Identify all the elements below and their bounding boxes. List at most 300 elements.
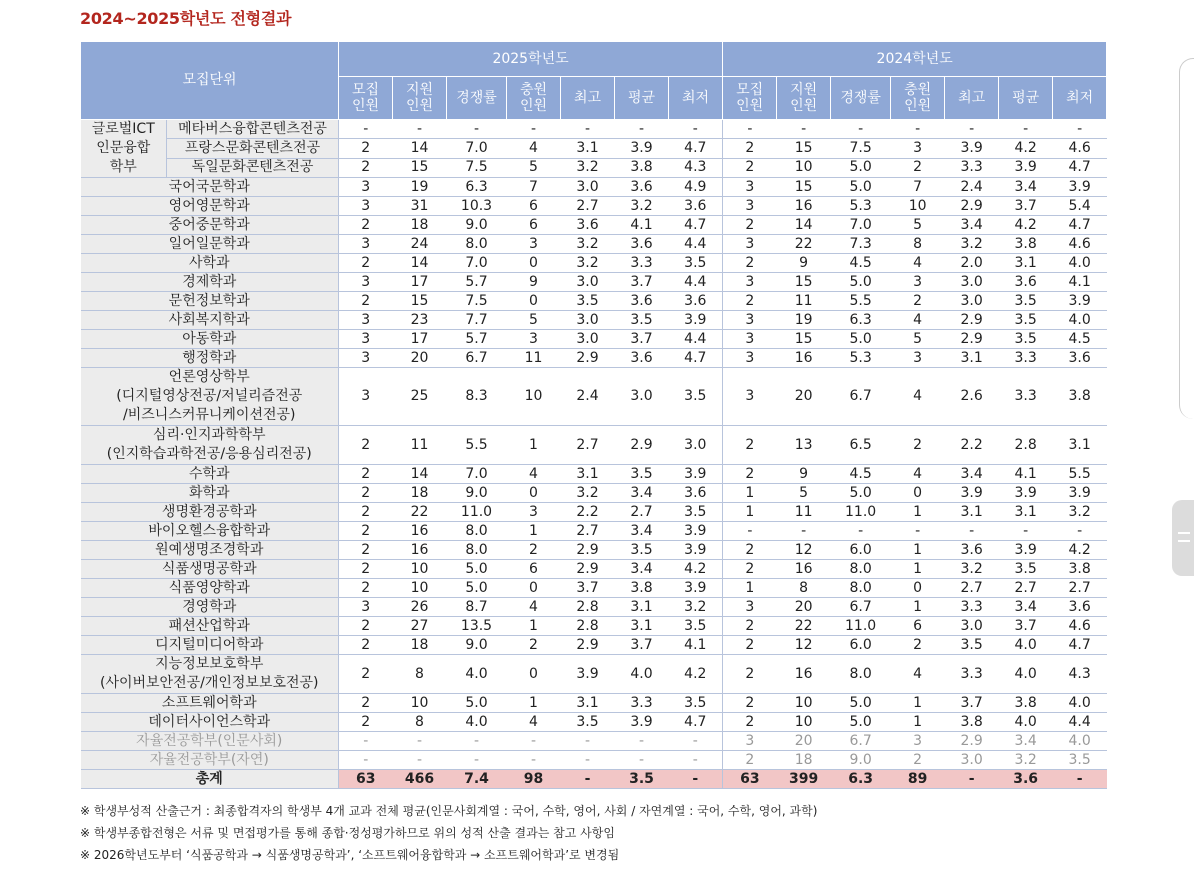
- value-cell-2025: 8: [393, 713, 447, 732]
- value-cell-2024: 3.3: [945, 158, 999, 177]
- value-cell-2024: 19: [777, 311, 831, 330]
- value-cell-2024: 1: [723, 503, 777, 522]
- value-cell-2024: 5.5: [1053, 465, 1107, 484]
- value-cell-2025: 2: [339, 579, 393, 598]
- value-cell-2025: 4.0: [615, 655, 669, 694]
- unit-header: 모집단위: [81, 42, 339, 120]
- column-header: 경쟁률: [447, 77, 507, 120]
- value-cell-2024: 2: [723, 636, 777, 655]
- value-cell-2024: 4.5: [1053, 330, 1107, 349]
- value-cell-2024: 3.7: [945, 694, 999, 713]
- value-cell-2025: 3.7: [615, 636, 669, 655]
- value-cell-2025: 3.1: [615, 617, 669, 636]
- value-cell-2024: 1: [891, 541, 945, 560]
- value-cell-2024: 4.0: [1053, 311, 1107, 330]
- value-cell-2024: 3.4: [999, 732, 1053, 751]
- table-row: [81, 273, 1107, 292]
- column-header: 모집 인원: [339, 77, 393, 120]
- value-cell-2024: 3.0: [945, 751, 999, 770]
- value-cell-2025: 6.7: [447, 349, 507, 368]
- value-cell-2024: 5: [777, 484, 831, 503]
- value-cell-2025: 7.4: [447, 770, 507, 789]
- value-cell-2025: 5.0: [447, 579, 507, 598]
- value-cell-2024: 15: [777, 330, 831, 349]
- value-cell-2025: 8.0: [447, 541, 507, 560]
- value-cell-2024: 7: [891, 178, 945, 197]
- value-cell-2024: 16: [777, 655, 831, 694]
- value-cell-2024: 4.7: [1053, 636, 1107, 655]
- table-row: [81, 216, 1107, 235]
- value-cell-2024: 11.0: [831, 503, 891, 522]
- value-cell-2025: 3.0: [561, 311, 615, 330]
- table-row: [81, 158, 1107, 177]
- value-cell-2025: 14: [393, 465, 447, 484]
- value-cell-2025: 2: [339, 158, 393, 177]
- value-cell-2024: 2: [891, 158, 945, 177]
- value-cell-2024: 3.9: [999, 484, 1053, 503]
- value-cell-2025: 3.1: [561, 139, 615, 158]
- value-cell-2025: 3.0: [669, 426, 723, 465]
- value-cell-2025: 10: [393, 579, 447, 598]
- value-cell-2025: 2: [339, 617, 393, 636]
- value-cell-2024: 3.1: [1053, 426, 1107, 465]
- value-cell-2025: -: [669, 120, 723, 139]
- value-cell-2024: 2.4: [945, 178, 999, 197]
- value-cell-2024: 3.1: [945, 503, 999, 522]
- value-cell-2025: 3.4: [615, 560, 669, 579]
- value-cell-2025: 3.5: [669, 368, 723, 426]
- column-header: 최저: [1053, 77, 1107, 120]
- value-cell-2024: 5: [891, 216, 945, 235]
- value-cell-2024: 4.2: [999, 216, 1053, 235]
- value-cell-2024: 3.6: [999, 770, 1053, 789]
- value-cell-2025: -: [669, 751, 723, 770]
- value-cell-2025: 4: [507, 465, 561, 484]
- value-cell-2024: 4.6: [1053, 139, 1107, 158]
- value-cell-2025: 4.0: [447, 655, 507, 694]
- value-cell-2024: 10: [777, 713, 831, 732]
- value-cell-2025: -: [561, 751, 615, 770]
- value-cell-2024: 2: [723, 216, 777, 235]
- value-cell-2025: 5.0: [447, 694, 507, 713]
- value-cell-2025: 27: [393, 617, 447, 636]
- group-label: 글로벌ICT 인문융합 학부: [81, 120, 167, 178]
- value-cell-2025: 3: [339, 368, 393, 426]
- value-cell-2025: 4.9: [669, 178, 723, 197]
- unit-name: 일어일문학과: [81, 235, 339, 254]
- value-cell-2025: 3.5: [669, 617, 723, 636]
- value-cell-2025: 10: [393, 694, 447, 713]
- value-cell-2024: 9: [777, 465, 831, 484]
- value-cell-2024: 5.5: [831, 292, 891, 311]
- unit-name: 디지털미디어학과: [81, 636, 339, 655]
- unit-name: 자율전공학부(자연): [81, 751, 339, 770]
- value-cell-2025: 3.2: [669, 598, 723, 617]
- value-cell-2025: 4.2: [669, 655, 723, 694]
- table-row: [81, 560, 1107, 579]
- value-cell-2025: 25: [393, 368, 447, 426]
- value-cell-2024: 3.8: [945, 713, 999, 732]
- value-cell-2024: 2: [723, 713, 777, 732]
- value-cell-2025: 3.9: [669, 579, 723, 598]
- value-cell-2024: 6.7: [831, 598, 891, 617]
- value-cell-2024: 4.1: [999, 465, 1053, 484]
- footnote: ※ 학생부종합전형은 서류 및 면접평가를 통해 종합·정성평가하므로 위의 성적 산출 결과는 참고 사항임: [80, 826, 615, 840]
- value-cell-2024: 4.0: [999, 636, 1053, 655]
- value-cell-2025: 9: [507, 273, 561, 292]
- value-cell-2024: -: [1053, 522, 1107, 541]
- value-cell-2025: 7.5: [447, 292, 507, 311]
- value-cell-2025: 3.0: [561, 273, 615, 292]
- value-cell-2025: 11: [507, 349, 561, 368]
- value-cell-2024: 4.6: [1053, 235, 1107, 254]
- unit-name: 지능정보보호학부 (사이버보안전공/개인정보보호전공): [81, 655, 339, 694]
- value-cell-2024: -: [831, 522, 891, 541]
- value-cell-2025: 3.8: [615, 579, 669, 598]
- value-cell-2025: 15: [393, 292, 447, 311]
- value-cell-2024: 10: [891, 197, 945, 216]
- value-cell-2024: 8.0: [831, 655, 891, 694]
- value-cell-2024: 3.5: [1053, 751, 1107, 770]
- value-cell-2024: 16: [777, 349, 831, 368]
- value-cell-2025: 3: [339, 311, 393, 330]
- value-cell-2024: 4.6: [1053, 617, 1107, 636]
- footnote: ※ 2026학년도부터 ‘식품공학과 → 식품생명공학과’, ‘소프트웨어융합학과 → 소프트웨어학과’로 변경됨: [80, 848, 620, 862]
- value-cell-2025: 3.6: [615, 235, 669, 254]
- value-cell-2025: 2: [339, 636, 393, 655]
- value-cell-2024: 3.1: [945, 349, 999, 368]
- value-cell-2025: 4.7: [669, 349, 723, 368]
- value-cell-2024: 11.0: [831, 617, 891, 636]
- unit-name: 사회복지학과: [81, 311, 339, 330]
- value-cell-2024: 6.5: [831, 426, 891, 465]
- unit-name: 바이오헬스융합학과: [81, 522, 339, 541]
- column-header: 충원 인원: [891, 77, 945, 120]
- value-cell-2025: 15: [393, 158, 447, 177]
- value-cell-2025: -: [393, 120, 447, 139]
- value-cell-2024: 2: [723, 254, 777, 273]
- unit-name: 아동학과: [81, 330, 339, 349]
- value-cell-2025: 6: [507, 560, 561, 579]
- value-cell-2024: 2.2: [945, 426, 999, 465]
- year-2025-header: 2025학년도: [339, 42, 723, 77]
- value-cell-2024: -: [723, 120, 777, 139]
- table-row: [81, 598, 1107, 617]
- value-cell-2025: 3: [339, 235, 393, 254]
- value-cell-2025: 3.4: [615, 484, 669, 503]
- value-cell-2024: 4.2: [1053, 541, 1107, 560]
- table-row: [81, 197, 1107, 216]
- value-cell-2024: -: [999, 120, 1053, 139]
- value-cell-2025: 2.7: [615, 503, 669, 522]
- value-cell-2025: 9.0: [447, 636, 507, 655]
- value-cell-2024: 4: [891, 254, 945, 273]
- value-cell-2025: 2: [339, 254, 393, 273]
- value-cell-2024: 2.9: [945, 311, 999, 330]
- table-row: [81, 311, 1107, 330]
- value-cell-2024: 2: [891, 426, 945, 465]
- value-cell-2024: 5.3: [831, 197, 891, 216]
- value-cell-2025: -: [615, 751, 669, 770]
- value-cell-2024: 6.3: [831, 311, 891, 330]
- value-cell-2024: 3: [723, 311, 777, 330]
- value-cell-2025: 4: [507, 713, 561, 732]
- value-cell-2025: 3.5: [615, 465, 669, 484]
- value-cell-2025: 3.9: [561, 655, 615, 694]
- value-cell-2025: 3.5: [615, 770, 669, 789]
- value-cell-2025: 22: [393, 503, 447, 522]
- value-cell-2025: 3.0: [561, 330, 615, 349]
- value-cell-2025: 6.3: [447, 178, 507, 197]
- value-cell-2025: -: [669, 732, 723, 751]
- footnotes: [80, 800, 817, 866]
- value-cell-2024: 6.0: [831, 636, 891, 655]
- unit-name: 화학과: [81, 484, 339, 503]
- table-row: [81, 235, 1107, 254]
- value-cell-2025: 2.9: [561, 349, 615, 368]
- unit-name: 국어국문학과: [81, 178, 339, 197]
- value-cell-2025: 466: [393, 770, 447, 789]
- value-cell-2025: 7: [507, 178, 561, 197]
- value-cell-2025: 18: [393, 216, 447, 235]
- value-cell-2025: 2: [339, 426, 393, 465]
- value-cell-2025: 3.6: [669, 197, 723, 216]
- value-cell-2024: 2: [723, 694, 777, 713]
- table-row: [81, 465, 1107, 484]
- value-cell-2024: 3.0: [945, 273, 999, 292]
- value-cell-2025: 3.5: [615, 311, 669, 330]
- unit-name: 소프트웨어학과: [81, 694, 339, 713]
- value-cell-2025: 3.9: [615, 713, 669, 732]
- value-cell-2024: 3: [891, 732, 945, 751]
- value-cell-2025: 2: [339, 713, 393, 732]
- value-cell-2025: 2: [339, 292, 393, 311]
- value-cell-2025: 8.7: [447, 598, 507, 617]
- unit-name: 중어중문학과: [81, 216, 339, 235]
- value-cell-2025: 6: [507, 216, 561, 235]
- value-cell-2024: 3.4: [999, 178, 1053, 197]
- value-cell-2024: 5.4: [1053, 197, 1107, 216]
- value-cell-2025: 4.3: [669, 158, 723, 177]
- value-cell-2024: 3.6: [999, 273, 1053, 292]
- value-cell-2024: 4: [891, 465, 945, 484]
- value-cell-2024: 16: [777, 560, 831, 579]
- value-cell-2025: 3: [339, 273, 393, 292]
- value-cell-2024: 5.0: [831, 713, 891, 732]
- value-cell-2024: 5.0: [831, 330, 891, 349]
- table-row: [81, 120, 1107, 139]
- value-cell-2024: -: [1053, 770, 1107, 789]
- value-cell-2025: 3.0: [615, 368, 669, 426]
- value-cell-2025: 1: [507, 617, 561, 636]
- value-cell-2024: 10: [777, 694, 831, 713]
- value-cell-2024: 3.1: [999, 254, 1053, 273]
- value-cell-2025: 10: [507, 368, 561, 426]
- value-cell-2025: 8: [393, 655, 447, 694]
- value-cell-2024: 3.3: [945, 655, 999, 694]
- value-cell-2025: 6: [507, 197, 561, 216]
- value-cell-2025: 5.0: [447, 560, 507, 579]
- unit-name: 메타버스융합콘텐츠전공: [167, 120, 339, 139]
- value-cell-2024: 3.8: [1053, 368, 1107, 426]
- value-cell-2024: 3.3: [999, 349, 1053, 368]
- value-cell-2025: 63: [339, 770, 393, 789]
- value-cell-2025: 3.6: [561, 216, 615, 235]
- value-cell-2024: 399: [777, 770, 831, 789]
- value-cell-2025: 3.9: [669, 311, 723, 330]
- value-cell-2024: 11: [777, 292, 831, 311]
- table-row: [81, 484, 1107, 503]
- value-cell-2024: 1: [891, 560, 945, 579]
- value-cell-2024: 89: [891, 770, 945, 789]
- value-cell-2025: 0: [507, 579, 561, 598]
- value-cell-2025: 8.3: [447, 368, 507, 426]
- unit-name: 식품영양학과: [81, 579, 339, 598]
- value-cell-2024: 4.0: [1053, 254, 1107, 273]
- column-header: 평균: [615, 77, 669, 120]
- value-cell-2024: 3.5: [945, 636, 999, 655]
- value-cell-2025: 18: [393, 636, 447, 655]
- value-cell-2024: 14: [777, 216, 831, 235]
- value-cell-2025: 20: [393, 349, 447, 368]
- value-cell-2025: 17: [393, 330, 447, 349]
- value-cell-2024: 5.0: [831, 694, 891, 713]
- value-cell-2025: 4.1: [669, 636, 723, 655]
- value-cell-2025: 3.2: [561, 254, 615, 273]
- value-cell-2025: 5.7: [447, 330, 507, 349]
- value-cell-2024: 4.0: [999, 713, 1053, 732]
- value-cell-2025: 13.5: [447, 617, 507, 636]
- value-cell-2024: -: [777, 120, 831, 139]
- value-cell-2025: 4.0: [447, 713, 507, 732]
- value-cell-2024: 22: [777, 235, 831, 254]
- value-cell-2024: 9.0: [831, 751, 891, 770]
- value-cell-2025: 4.4: [669, 273, 723, 292]
- value-cell-2025: 5: [507, 158, 561, 177]
- value-cell-2024: 5.0: [831, 158, 891, 177]
- unit-name: 경영학과: [81, 598, 339, 617]
- value-cell-2025: -: [447, 120, 507, 139]
- value-cell-2025: 3.1: [615, 598, 669, 617]
- value-cell-2024: -: [891, 522, 945, 541]
- value-cell-2024: 4: [891, 655, 945, 694]
- value-cell-2024: 3.7: [999, 197, 1053, 216]
- value-cell-2024: 3.7: [999, 617, 1053, 636]
- value-cell-2025: 3.7: [615, 273, 669, 292]
- value-cell-2024: 7.3: [831, 235, 891, 254]
- value-cell-2024: 1: [891, 503, 945, 522]
- value-cell-2025: -: [669, 770, 723, 789]
- value-cell-2024: 2.7: [1053, 579, 1107, 598]
- value-cell-2025: 2: [339, 484, 393, 503]
- value-cell-2025: 5.5: [447, 426, 507, 465]
- value-cell-2025: 3.4: [615, 522, 669, 541]
- value-cell-2025: 2.9: [561, 560, 615, 579]
- value-cell-2024: 16: [777, 197, 831, 216]
- column-header: 모집 인원: [723, 77, 777, 120]
- table-row: [81, 617, 1107, 636]
- column-header: 충원 인원: [507, 77, 561, 120]
- value-cell-2024: 3.4: [945, 465, 999, 484]
- value-cell-2025: 3.6: [615, 178, 669, 197]
- value-cell-2024: 3.9: [1053, 178, 1107, 197]
- value-cell-2024: -: [831, 120, 891, 139]
- value-cell-2025: 5.7: [447, 273, 507, 292]
- value-cell-2025: -: [339, 751, 393, 770]
- value-cell-2025: 3.2: [615, 197, 669, 216]
- value-cell-2024: 3: [723, 368, 777, 426]
- side-panel-handle[interactable]: [1172, 500, 1194, 576]
- column-header: 최저: [669, 77, 723, 120]
- table-row: [81, 636, 1107, 655]
- unit-name: 프랑스문화콘텐츠전공: [167, 139, 339, 158]
- value-cell-2025: 2: [339, 503, 393, 522]
- value-cell-2024: 11: [777, 503, 831, 522]
- value-cell-2024: 4.5: [831, 465, 891, 484]
- column-header: 지원 인원: [393, 77, 447, 120]
- table-row: [81, 751, 1107, 770]
- value-cell-2024: -: [723, 522, 777, 541]
- value-cell-2024: 20: [777, 598, 831, 617]
- value-cell-2024: 13: [777, 426, 831, 465]
- value-cell-2024: 2: [891, 292, 945, 311]
- value-cell-2025: 3: [339, 349, 393, 368]
- value-cell-2025: 2: [339, 560, 393, 579]
- value-cell-2024: 3: [723, 330, 777, 349]
- unit-name: 언론영상학부 (디지털영상전공/저널리즘전공 /비즈니스커뮤니케이션전공): [81, 368, 339, 426]
- value-cell-2024: 4.0: [1053, 694, 1107, 713]
- value-cell-2025: 3.5: [669, 694, 723, 713]
- value-cell-2025: 4.4: [669, 330, 723, 349]
- value-cell-2024: 3.9: [945, 139, 999, 158]
- unit-name: 사학과: [81, 254, 339, 273]
- value-cell-2025: 3.6: [669, 484, 723, 503]
- value-cell-2025: 3.5: [615, 541, 669, 560]
- value-cell-2024: 63: [723, 770, 777, 789]
- value-cell-2024: 20: [777, 368, 831, 426]
- value-cell-2024: 4.5: [831, 254, 891, 273]
- value-cell-2024: 4: [891, 311, 945, 330]
- value-cell-2024: 3: [723, 235, 777, 254]
- value-cell-2024: 15: [777, 178, 831, 197]
- value-cell-2025: 2.4: [561, 368, 615, 426]
- value-cell-2025: 3.5: [669, 254, 723, 273]
- value-cell-2025: 31: [393, 197, 447, 216]
- value-cell-2024: 3.9: [999, 158, 1053, 177]
- value-cell-2025: 18: [393, 484, 447, 503]
- unit-name: 생명환경공학과: [81, 503, 339, 522]
- value-cell-2025: 2: [339, 216, 393, 235]
- value-cell-2025: 3.6: [615, 292, 669, 311]
- value-cell-2025: -: [447, 732, 507, 751]
- value-cell-2024: 2.6: [945, 368, 999, 426]
- column-header: 최고: [945, 77, 999, 120]
- value-cell-2025: 23: [393, 311, 447, 330]
- column-header: 지원 인원: [777, 77, 831, 120]
- value-cell-2025: 7.0: [447, 139, 507, 158]
- value-cell-2025: 4.4: [669, 235, 723, 254]
- value-cell-2024: 5.0: [831, 178, 891, 197]
- table-row: [81, 579, 1107, 598]
- table-row: [81, 503, 1107, 522]
- value-cell-2025: 7.7: [447, 311, 507, 330]
- value-cell-2025: 4.7: [669, 216, 723, 235]
- value-cell-2024: 18: [777, 751, 831, 770]
- value-cell-2024: 3.1: [999, 503, 1053, 522]
- value-cell-2025: -: [507, 751, 561, 770]
- value-cell-2024: 3: [723, 732, 777, 751]
- table-row: [81, 292, 1107, 311]
